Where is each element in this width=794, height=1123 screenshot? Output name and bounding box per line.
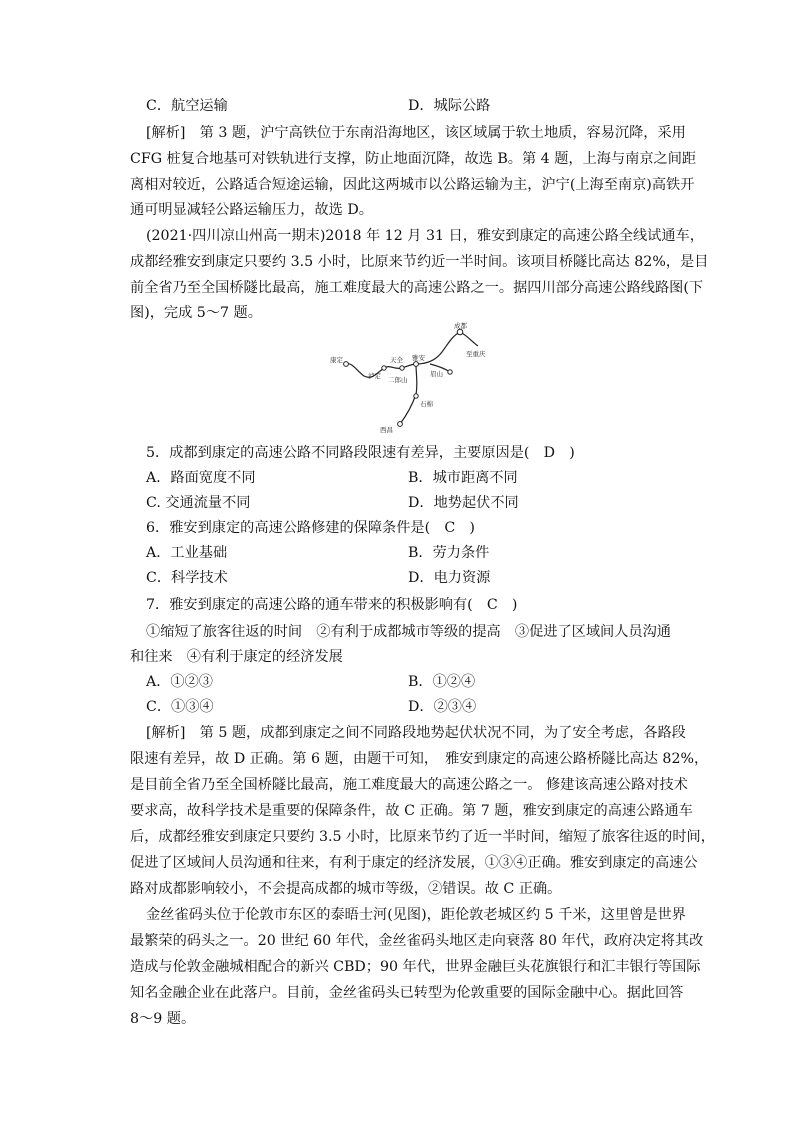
question-7: 7．雅安到康定的高速公路的通车带来的积极影响有( C ) (146, 597, 518, 613)
label-yaan: 雅安 (412, 354, 425, 362)
material-intro-line3: 前全省乃至全国桥隧比最高，施工难度最大的高速公路之一。据四川部分高速公路线路图(下 (130, 280, 704, 296)
sichuan-highway-map (320, 320, 520, 440)
question-5: 5．成都到康定的高速公路不同路段限速有差异，主要原因是( D ) (146, 445, 575, 461)
q5-option-c: C. 交通流量不同 (146, 495, 251, 511)
label-meishan: 眉山 (430, 370, 443, 378)
analysis-5-7-line1: [解析] 第 5 题，成都到康定之间不同路段地势起伏状况不同，为了安全考虑，各路段 (146, 725, 686, 741)
q7-statements-line1: ①缩短了旅客往返的时间 ②有利于成都城市等级的提高 ③促进了区域间人员沟通 (146, 624, 671, 640)
q6-option-c: C．科学技术 (146, 570, 228, 586)
analysis-5-7-line4: 要求高，故科学技术是重要的保障条件，故 C 正确。第 7 题，雅安到康定的高速公路通车 (130, 803, 693, 819)
q6-option-b: B．劳力条件 (408, 545, 490, 561)
label-zhichongqing: 至重庆 (466, 350, 486, 358)
chengdu-marker (457, 329, 463, 335)
kangding-marker (344, 362, 349, 367)
question-6: 6．雅安到康定的高速公路修建的保障条件是( C ) (146, 520, 475, 536)
q7-option-d: D．②③④ (408, 699, 477, 715)
canary-wharf-line5: 8～9 题。 (130, 1011, 196, 1027)
analysis-5-7-line2: 限速有差异，故 D 正确。第 6 题，由题干可知， 雅安到康定的高速公路桥隧比高达 82%， (130, 751, 709, 767)
label-tianquan: 天全 (390, 356, 403, 364)
canary-wharf-line4: 知名金融企业在此落户。目前，金丝雀码头已转型为伦敦重要的国际金融中心。据此回答 (130, 985, 684, 1001)
canary-wharf-line1: 金丝雀码头位于伦敦市东区的泰晤士河(见图)，距伦敦老城区约 5 千米，这里曾是世界 (146, 907, 686, 923)
q5-option-d: D．地势起伏不同 (408, 495, 519, 511)
canary-wharf-line2: 最繁荣的码头之一。20 世纪 60 年代，金丝雀码头地区走向衰落 80 年代，政府决定将其改 (130, 933, 704, 949)
q7-option-b: B．①②④ (408, 674, 476, 690)
q7-option-c: C．①③④ (146, 699, 214, 715)
analysis-3-4-line3: 离相对较近，公路适合短途运输，因此这两城市以公路运输为主，沪宁(上海至南京)高铁开 (130, 177, 695, 193)
label-xichang: 西昌 (380, 426, 393, 434)
analysis-5-7-line7: 路对成都影响较小，不会提高成都的城市等级，②错误。故 C 正确。 (130, 881, 562, 897)
label-shimian: 石棉 (420, 400, 433, 408)
q5-option-b: B．城市距离不同 (408, 470, 518, 486)
analysis-3-4-line2: CFG 桩复合地基可对铁轨进行支撑，防止地面沉降，故选 B。第 4 题，上海与南京之间距 (130, 151, 697, 167)
shimian-marker (414, 394, 418, 398)
analysis-3-4-line1: [解析] 第 3 题，沪宁高铁位于东南沿海地区，该区域属于软土地质，容易沉降，采用 (146, 125, 686, 141)
material-intro-line2: 成都经雅安到康定只要约 3.5 小时，比原来节约近一半时间。该项目桥隧比高达 82%，是目 (130, 254, 709, 270)
route-chengdu-chongqing (460, 332, 478, 346)
q5-option-a: A．路面宽度不同 (146, 470, 256, 486)
xichang-marker (398, 422, 403, 427)
tianquan-marker (400, 366, 404, 370)
yaan-marker (414, 362, 419, 367)
q6-option-d: D．电力资源 (408, 570, 491, 586)
q7-statements-line2: 和往来 ④有利于康定的经济发展 (130, 649, 343, 665)
q6-option-a: A．工业基础 (146, 545, 228, 561)
q7-option-a: A．①②③ (146, 674, 213, 690)
label-luding: 泸定 (368, 372, 381, 380)
option-c-q4: C．航空运输 (146, 98, 228, 114)
luding-marker (382, 366, 386, 370)
material-intro-line4: 图)，完成 5～7 题。 (130, 305, 262, 321)
analysis-5-7-line5: 后，成都经雅安到康定只要约 3.5 小时，比原来节约了近一半时间，缩短了旅客往返的时间， (130, 829, 715, 845)
canary-wharf-line3: 造成与伦敦金融城相配合的新兴 CBD；90 年代，世界金融巨头花旗银行和汇丰银行等国际 (130, 959, 701, 975)
label-kangding: 康定 (330, 356, 343, 364)
label-erlangshan: 二郎山 (388, 376, 408, 384)
meishan-marker (448, 370, 452, 374)
analysis-3-4-line4: 通可明显减轻公路运输压力，故选 D。 (130, 202, 373, 218)
option-d-q4: D．城际公路 (408, 98, 491, 114)
analysis-5-7-line6: 促进了区域间人员沟通和往来，有利于康定的经济发展，①③④正确。雅安到康定的高速公 (130, 855, 698, 871)
label-chengdu: 成都 (454, 322, 467, 330)
material-intro-line1: (2021·四川凉山州高一期末)2018 年 12 月 31 日，雅安到康定的高速公路全线试通车， (146, 228, 704, 244)
analysis-5-7-line3: 是目前全省乃至全国桥隧比最高，施工难度最大的高速公路之一。 修建该高速公路对技术 (130, 777, 688, 793)
